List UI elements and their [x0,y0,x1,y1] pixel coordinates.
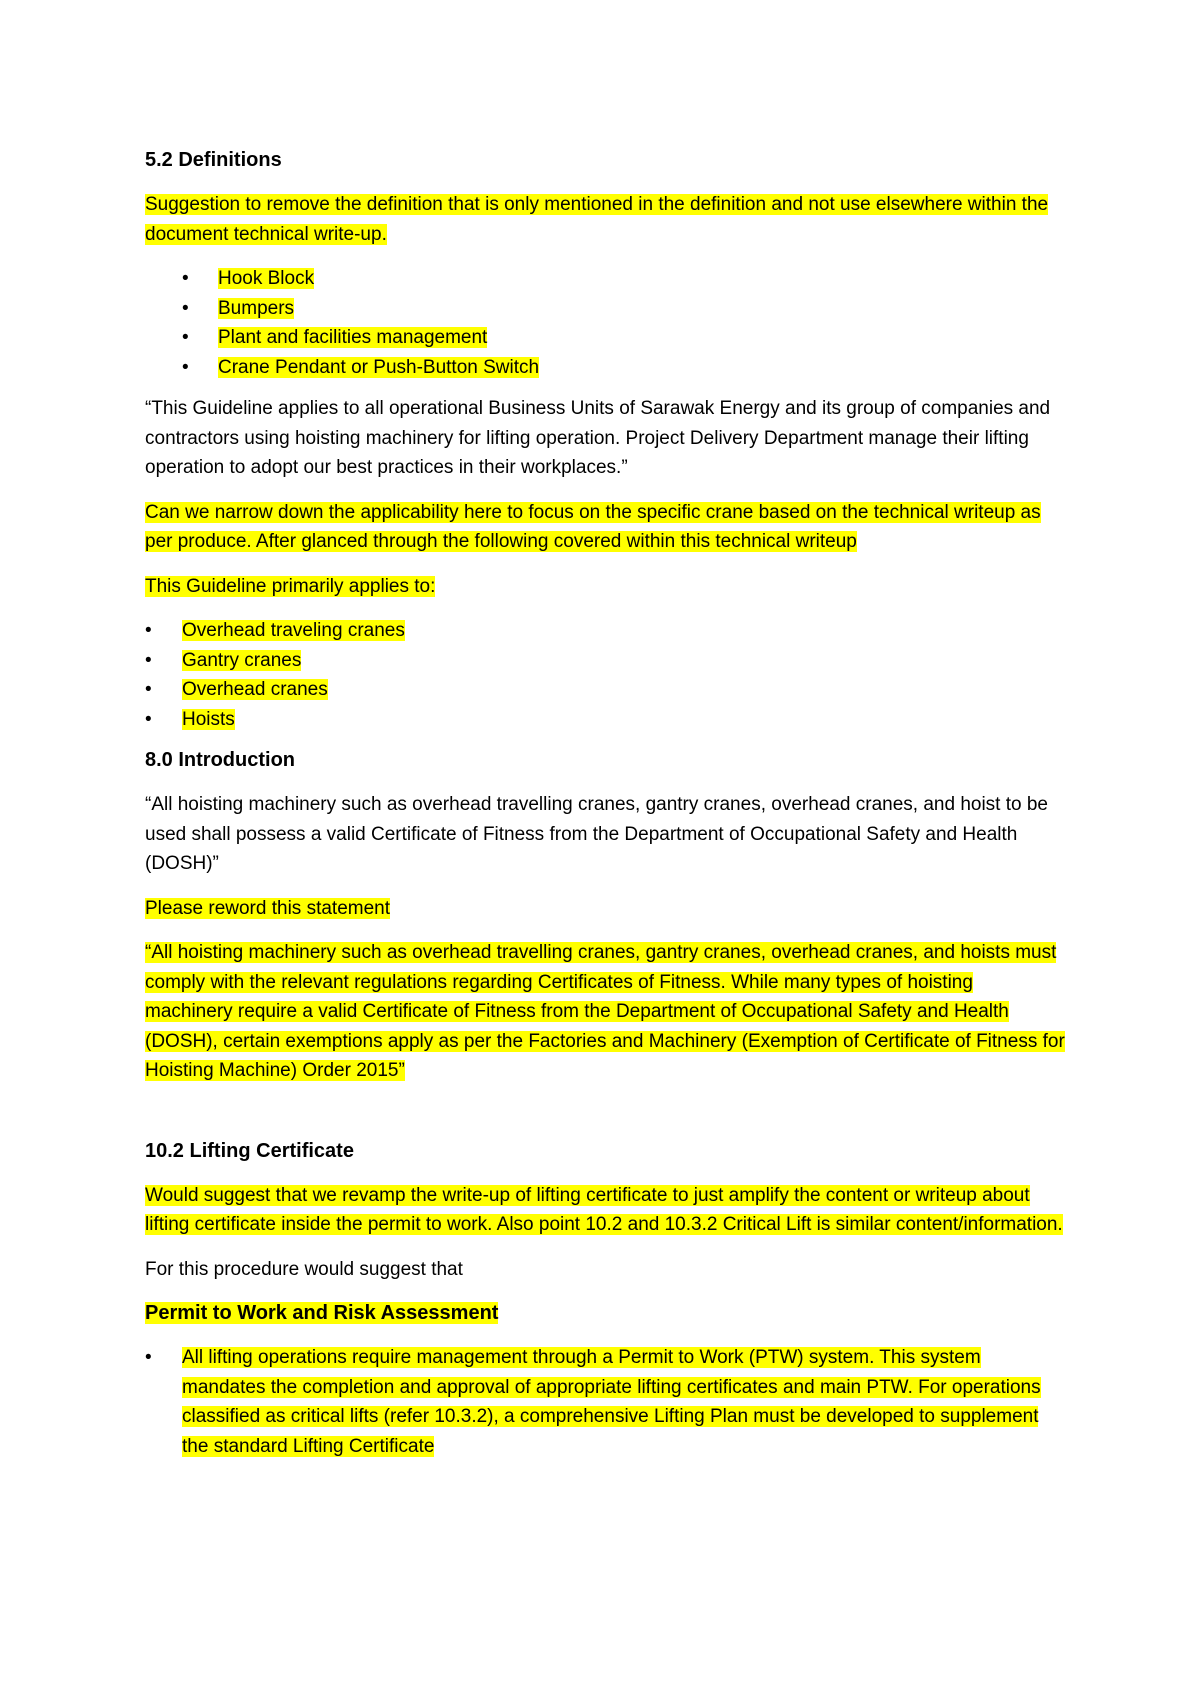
list-item [145,264,1065,294]
list-item [145,294,1065,324]
spacer [145,1101,1065,1137]
subheading-permit-to-work [145,1299,1065,1328]
list-item-text: Bumpers [218,297,295,319]
applies-to-intro [145,572,1065,602]
procedure-intro: For this procedure would suggest that [145,1258,463,1280]
list-item-text: Gantry cranes [182,649,302,671]
list-item-text: Overhead cranes [182,679,328,700]
document-body [145,146,1065,1473]
introduction-quote: “All hoisting machinery such as overhead travelling cranes, gantry cranes, overhead cranes, and hoist to be used shall possess a valid Certificate of Fitness from the Department of Occupational Safety and Health (DOSH)” [145,794,1048,874]
section-heading-lifting-certificate: 10.2 Lifting Certificate [145,1139,354,1162]
applicability-quote: “This Guideline applies to all operational Business Units of Sarawak Energy and its group of companies and contractors using hoisting machinery for lifting operation. Project Delivery Department manage their lifting operation to adopt our best practices in their workplaces.” [145,398,1051,478]
bullet-icon: • [145,1347,152,1368]
list-item-text: Crane Pendant or Push-Button Switch [218,356,540,378]
list-item [145,705,1065,735]
bullet-icon: • [145,708,152,730]
list-item [145,616,1065,646]
reword-request-text: Please reword this statement [145,897,391,919]
list-item-text: Plant and facilities management [218,327,488,348]
section-heading-definitions: 5.2 Definitions [145,149,282,171]
reword-request [145,894,1065,924]
reworded-statement [145,938,1065,1086]
bullet-icon: • [182,356,189,378]
definitions-suggestion-text: Suggestion to remove the definition that is only mentioned in the definition and not use elsewhere within the document technical write-up. [145,194,1049,245]
bullet-icon: • [145,620,152,641]
list-item-text: Hook Block [218,268,315,289]
list-item [145,353,1065,383]
bullet-icon: • [182,268,189,289]
bullet-icon: • [145,679,152,700]
list-item [145,646,1065,676]
bullet-icon: • [182,327,189,348]
reworded-statement-text: “All hoisting machinery such as overhead travelling cranes, gantry cranes, overhead cranes, and hoists must comply with the relevant regulations regarding Certificates of Fitness. While many types of hoisting machinery require a valid Certificate of Fitness from the Department of Occupational Safety and Health (DOSH), certain exemptions apply as per the Factories and Machinery (Exemption of Certificate of Fitness for Hoisting Machine) Order 2015” [145,942,1065,1081]
list-item [145,675,1065,705]
applies-to-intro-text: This Guideline primarily applies to: [145,575,436,597]
applicability-question-text: Can we narrow down the applicability here to focus on the specific crane based on the technical writeup as per produce. After glanced through the following covered within this technical writeup [145,501,1041,552]
applicability-question [145,498,1065,557]
bullet-icon: • [182,297,189,319]
ptw-list [145,1343,1065,1461]
definitions-list [145,264,1065,382]
crane-types-list [145,616,1065,734]
lifting-certificate-suggestion-text: Would suggest that we revamp the write-up of lifting certificate to just amplify the content or writeup about lifting certificate inside the permit to work. Also point 10.2 and 10.3.2 Critical Lift is similar content/information. [145,1184,1063,1235]
bullet-icon: • [145,649,152,671]
list-item-text: Overhead traveling cranes [182,620,405,641]
list-item-text: All lifting operations require management through a Permit to Work (PTW) system. This system mandates the completion and approval of appropriate lifting certificates and main PTW. For operations classified as critical lifts (refer 10.3.2), a comprehensive Lifting Plan must be developed to supplement the standard Lifting Certificate [182,1347,1041,1457]
list-item [145,323,1065,353]
section-heading-introduction: 8.0 Introduction [145,749,295,771]
definitions-suggestion [145,190,1065,249]
subheading-permit-to-work-text: Permit to Work and Risk Assessment [145,1302,499,1324]
list-item-text: Hoists [182,708,235,730]
list-item [145,1343,1065,1461]
lifting-certificate-suggestion [145,1181,1065,1240]
